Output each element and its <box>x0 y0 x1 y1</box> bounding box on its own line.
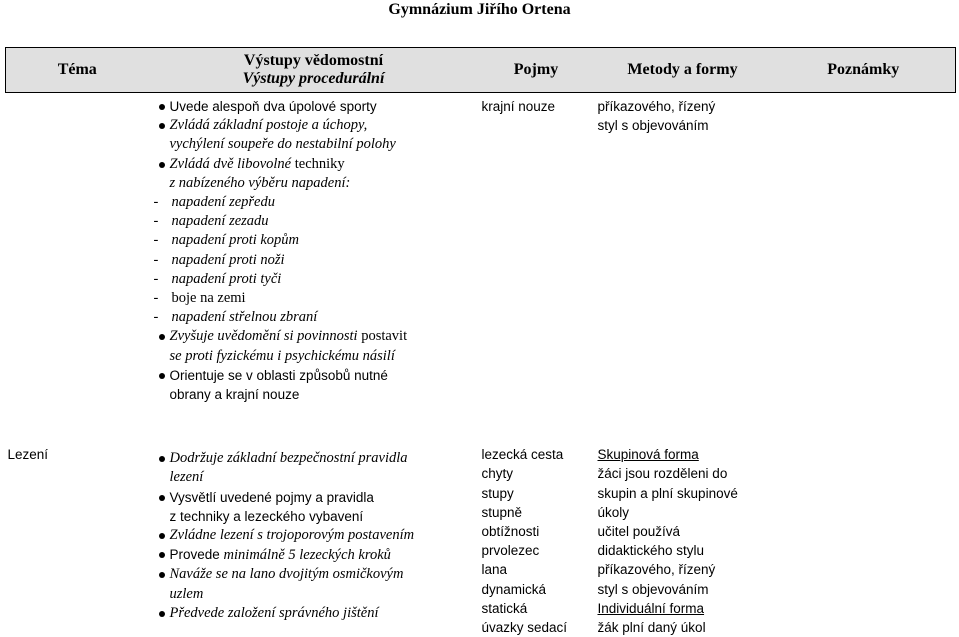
row2-metody: Skupinová forma žáci jsou rozděleni do skupin a plní skupinové úkoly učitel používá didaktického stylu příkazového, řízený styl s objevováním Individuální forma žák plní daný úkol <box>594 442 772 637</box>
term-item: stupy <box>481 485 514 501</box>
list-item-continuation: vychýlení soupeře do nestabilní polohy <box>169 136 396 153</box>
header-vystupy-vedomostni: Výstupy vědomostní <box>243 52 384 69</box>
list-item: Zvyšuje uvědomění si povinnosti postavit <box>154 327 479 346</box>
bullet-icon <box>154 97 170 116</box>
dash-item: - boje na zemi <box>153 290 246 307</box>
row1-pojmy: krajní nouze <box>481 99 556 114</box>
list-item: Uvede alespoň dva úpolové sporty <box>154 97 479 116</box>
list-item-continuation: uzlem <box>169 585 204 602</box>
bullet-icon <box>154 449 170 468</box>
row2-outcomes <box>149 442 479 637</box>
term-item: lana <box>481 562 508 578</box>
dash-item: - napadení zepředu <box>153 194 275 211</box>
bullet-icon <box>154 545 170 565</box>
header-vystupy-proceduralni: Výstupy procedurální <box>242 70 385 87</box>
dash-item: - napadení proti noži <box>153 251 285 268</box>
term-item: úvazky sedací <box>481 620 568 636</box>
term-item: statická <box>481 600 528 616</box>
dash-item: - napadení střelnou zbraní <box>153 309 318 326</box>
list-item-continuation: z nabízeného výběru napadení: <box>169 174 351 191</box>
list-item: Orientuje se v oblasti způsobů nutné <box>154 366 479 385</box>
term-item: stupně <box>481 504 523 520</box>
list-item-continuation: obrany a krajní nouze <box>169 387 300 403</box>
row2-tema: Lezení <box>7 447 49 463</box>
form-heading-skupinova: Skupinová forma <box>597 447 699 463</box>
dash-item: - napadení proti tyči <box>153 270 282 287</box>
term-item: dynamická <box>481 581 547 597</box>
list-item-continuation: z techniky a lezeckého vybavení <box>169 508 364 524</box>
list-item: Zvládá dvě libovolné techniky <box>154 155 479 174</box>
row2-pojmy <box>479 442 594 637</box>
dash-item: - napadení proti kopům <box>153 232 300 249</box>
page-title: Gymnázium Jiřího Ortena <box>388 1 571 18</box>
bullet-icon <box>154 526 170 545</box>
dash-item: - napadení zezadu <box>153 213 269 230</box>
list-item: Předvede založení správného jištění <box>154 604 479 623</box>
bullet-icon <box>154 366 170 385</box>
table-row <box>6 442 956 637</box>
list-item-continuation: se proti fyzickému i psychickému násilí <box>169 347 395 364</box>
row1-outcomes <box>149 93 479 405</box>
row1-metody: příkazového, řízený styl s objevováním <box>597 99 716 134</box>
header-metody: Metody a formy <box>594 48 772 93</box>
term-item: obtížnosti <box>481 524 540 540</box>
header-tema: Téma <box>6 48 149 93</box>
list-item-continuation: lezení <box>169 469 204 486</box>
header-vystupy <box>149 48 479 93</box>
header-pojmy: Pojmy <box>479 48 594 93</box>
bullet-icon <box>154 327 170 346</box>
header-poznamky: Poznámky <box>772 48 956 93</box>
row2-poznamky <box>772 442 956 637</box>
list-item: Zvládne lezení s trojoporovým postavením <box>154 526 479 545</box>
list-item: Provede minimálně 5 lezeckých kroků <box>154 545 479 565</box>
bullet-icon <box>154 155 170 174</box>
table-row <box>6 93 956 405</box>
table-header-row <box>6 48 956 93</box>
bullet-icon <box>154 116 170 135</box>
bullet-icon <box>154 604 170 623</box>
curriculum-table <box>5 47 956 637</box>
list-item: Vysvětlí uvedené pojmy a pravidla <box>154 488 479 507</box>
form-heading-individualni: Individuální forma <box>597 600 705 616</box>
list-item: Naváže se na lano dvojitým osmičkovým <box>154 565 479 584</box>
list-item: Zvládá základní postoje a úchopy, <box>154 116 479 135</box>
term-item: lezecká cesta <box>481 447 564 463</box>
list-item: Dodržuje základní bezpečnostní pravidla <box>154 449 479 468</box>
row1-poznamky <box>772 93 956 405</box>
term-item: prvolezec <box>481 543 540 559</box>
row1-tema <box>6 93 149 405</box>
term-item: chyty <box>481 466 514 482</box>
bullet-icon <box>154 565 170 584</box>
row-spacer <box>6 404 956 442</box>
bullet-icon <box>154 488 170 507</box>
